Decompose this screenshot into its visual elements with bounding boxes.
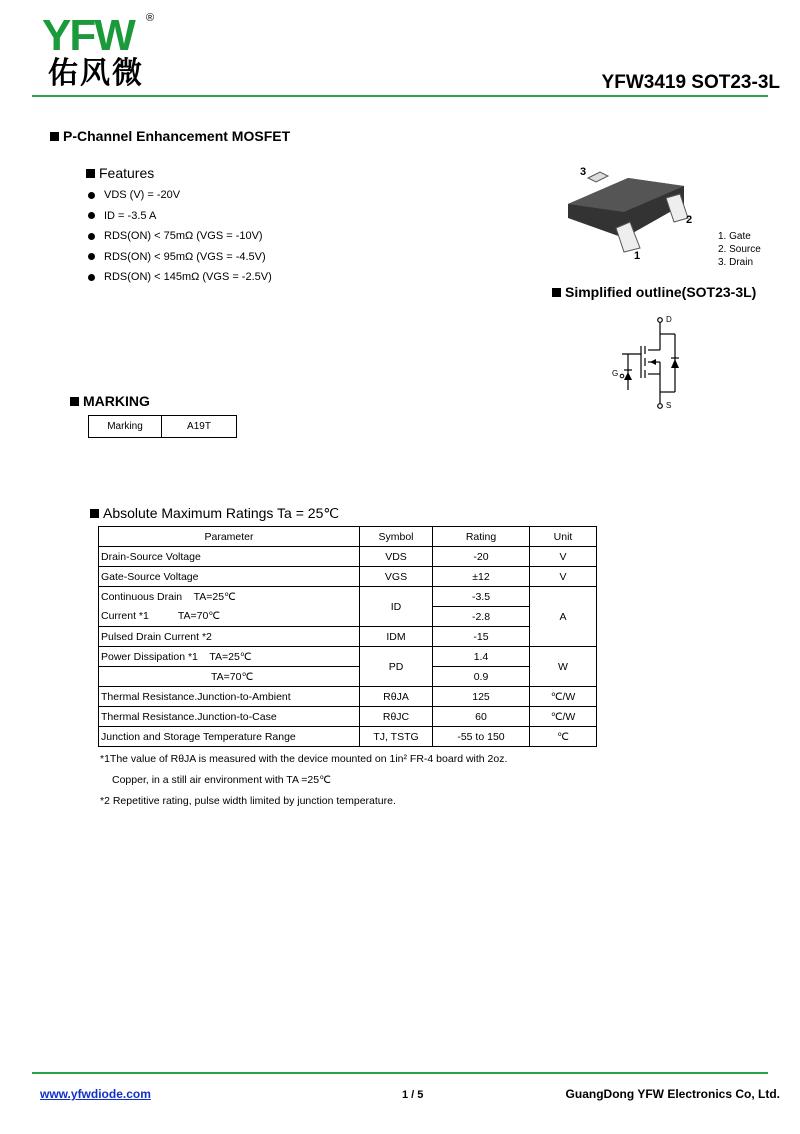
marking-value: A19T [162,416,237,438]
pin-2-label: 2 [686,214,693,226]
part-number-title: YFW3419 SOT23-3L [601,72,780,93]
square-bullet-icon [70,397,79,406]
param-cell: Continuous Drain TA=25℃ [99,587,360,607]
symbol-cell: PD [360,647,433,687]
rating-cell: -20 [433,547,530,567]
mosfet-symbol [600,312,690,414]
param-cell: Pulsed Drain Current *2 [99,627,360,647]
column-header: Rating [433,527,530,547]
table-row [99,627,597,647]
table-row [99,647,597,667]
rating-cell: 0.9 [433,667,530,687]
table-row [99,567,597,587]
param-cell: Junction and Storage Temperature Range [99,727,360,747]
rating-cell: -2.8 [433,607,530,627]
unit-cell: V [530,567,597,587]
rating-cell: -3.5 [433,587,530,607]
param-cell: Thermal Resistance.Junction-to-Case [99,707,360,727]
square-bullet-icon [552,288,561,297]
symbol-cell: VDS [360,547,433,567]
rating-cell: 1.4 [433,647,530,667]
param-cell: Drain-Source Voltage [99,547,360,567]
header-rule [32,95,768,97]
table-header-row [99,527,597,547]
outline-heading: Simplified outline(SOT23-3L) [552,284,756,300]
unit-cell: W [530,647,597,687]
unit-cell: V [530,547,597,567]
registered-mark: ® [146,12,155,24]
rating-cell: -55 to 150 [433,727,530,747]
pin-legend [718,230,761,269]
table-row [99,547,597,567]
table-row [99,667,597,687]
marking-heading: MARKING [70,393,150,409]
table-row [99,587,597,607]
symbol-cell: RθJC [360,707,433,727]
bullet-icon [88,274,95,281]
param-cell: Gate-Source Voltage [99,567,360,587]
rating-cell: 125 [433,687,530,707]
company-logo: YFW [42,11,134,60]
note-1-continued: Copper, in a still air environment with TA =25℃ [112,774,331,786]
bullet-icon [88,253,95,260]
column-header: Symbol [360,527,433,547]
footer-company: GuangDong YFW Electronics Co, Ltd. [565,1087,780,1101]
param-cell: Current *1 TA=70℃ [99,607,360,627]
list-item: ID = -3.5 A [88,206,272,227]
symbol-cell: RθJA [360,687,433,707]
features-list [88,185,272,288]
pin-1-label: 1 [634,250,641,262]
website-link[interactable]: www.yfwdiode.com [40,1087,151,1101]
unit-cell: ℃/W [530,687,597,707]
pin-legend-gate: 1. Gate [718,231,751,242]
list-item: RDS(ON) < 75mΩ (VGS = -10V) [88,226,272,247]
column-header: Parameter [99,527,360,547]
pin-legend-drain: 3. Drain [718,257,754,268]
features-heading: Features [86,165,154,181]
list-item: RDS(ON) < 145mΩ (VGS = -2.5V) [88,267,272,288]
param-cell: Thermal Resistance.Junction-to-Ambient [99,687,360,707]
param-cell: TA=70℃ [99,667,360,687]
pin-legend-source: 2. Source [718,244,761,255]
ratings-heading: Absolute Maximum Ratings Ta = 25℃ [90,505,339,522]
marking-table [88,415,237,438]
column-header: Unit [530,527,597,547]
symbol-cell: TJ, TSTG [360,727,433,747]
rating-cell: ±12 [433,567,530,587]
square-bullet-icon [50,132,59,141]
footer-rule [32,1072,768,1074]
unit-cell: A [530,587,597,647]
pin-3-label: 3 [580,166,587,178]
table-row [99,607,597,627]
drain-terminal-label: D [666,315,672,324]
list-item: VDS (V) = -20V [88,185,272,206]
table-row [99,727,597,747]
table-row [99,687,597,707]
rating-cell: 60 [433,707,530,727]
unit-cell: ℃/W [530,707,597,727]
square-bullet-icon [86,169,95,178]
footer-website[interactable] [40,1087,151,1101]
rating-cell: -15 [433,627,530,647]
gate-terminal-label: G [612,369,619,378]
param-cell: Power Dissipation *1 TA=25℃ [99,647,360,667]
bullet-icon [88,212,95,219]
bullet-icon [88,233,95,240]
note-1: *1The value of RθJA is measured with the device mounted on 1in² FR-4 board with 2oz. [100,753,508,765]
note-2: *2 Repetitive rating, pulse width limited by junction temperature. [100,795,396,807]
page-number: 1 / 5 [402,1089,424,1101]
symbol-cell: IDM [360,627,433,647]
bullet-icon [88,192,95,199]
symbol-cell: VGS [360,567,433,587]
list-item: RDS(ON) < 95mΩ (VGS = -4.5V) [88,247,272,268]
device-type-heading: P-Channel Enhancement MOSFET [50,128,290,144]
square-bullet-icon [90,509,99,518]
symbol-cell: ID [360,587,433,627]
company-logo-chinese: 佑风微 [48,57,144,90]
table-row [99,707,597,727]
ratings-table [98,526,597,747]
marking-label: Marking [89,416,162,438]
unit-cell: ℃ [530,727,597,747]
source-terminal-label: S [666,401,672,410]
